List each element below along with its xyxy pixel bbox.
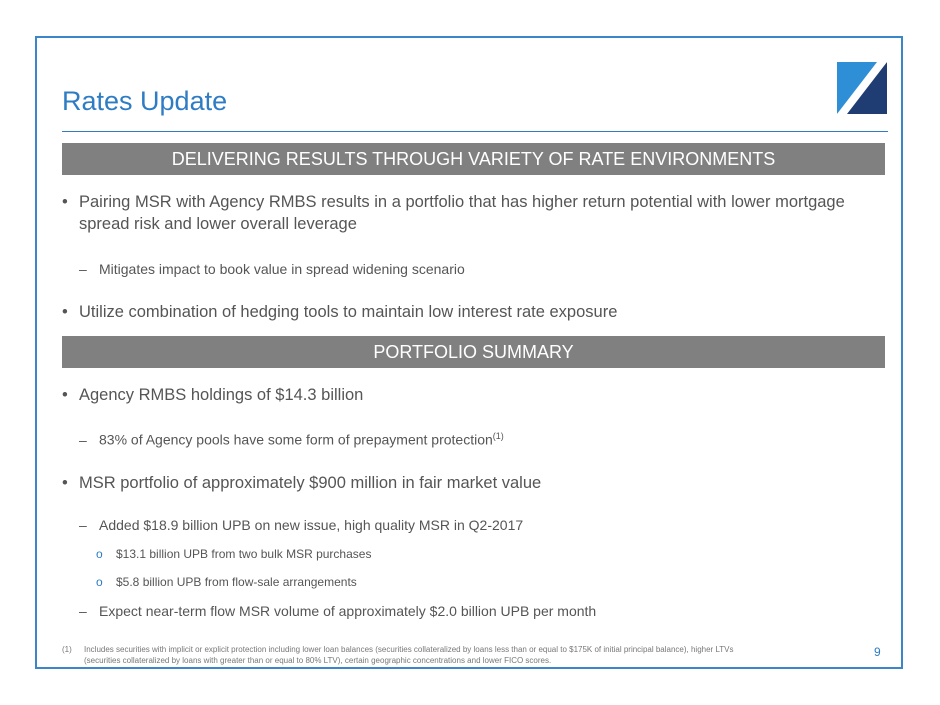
sub-bullet-text: Added $18.9 billion UPB on new issue, high quality MSR in Q2-2017 — [99, 517, 524, 533]
bullet-pairing-msr-continued: spread risk and lower overall leverage — [79, 215, 357, 233]
section-header-portfolio-summary: PORTFOLIO SUMMARY — [62, 336, 885, 368]
bullet-pairing-msr — [62, 193, 845, 212]
footnote-line-2: (securities collateralized by loans with greater than or equal to 80% LTV), certain geographic concentrations and lower FICO scores. — [84, 656, 552, 665]
bullet-text: Utilize combination of hedging tools to maintain low interest rate exposure — [79, 303, 618, 321]
bullet-symbol: • — [62, 474, 68, 492]
dash-symbol: – — [79, 517, 87, 533]
bullet-text: Agency RMBS holdings of $14.3 billion — [79, 386, 364, 404]
company-logo-icon — [837, 62, 887, 114]
title-divider — [62, 131, 888, 132]
footnote-text — [84, 644, 844, 666]
bullet-symbol: • — [62, 303, 68, 321]
footnote-reference: (1) — [492, 431, 504, 441]
bullet-hedging-tools — [62, 303, 617, 322]
sub-sub-bullet-text: $5.8 billion UPB from flow-sale arrangements — [116, 575, 357, 589]
circle-bullet-symbol: o — [96, 575, 103, 589]
bullet-msr-portfolio — [62, 474, 541, 493]
sub-bullet-text: Expect near-term flow MSR volume of approximately $2.0 billion UPB per month — [99, 603, 597, 619]
circle-bullet-symbol: o — [96, 547, 103, 561]
dash-symbol: – — [79, 261, 87, 277]
sub-bullet-text: 83% of Agency pools have some form of prepayment protection — [99, 431, 493, 448]
dash-symbol: – — [79, 431, 87, 448]
sub-bullet-prepayment-protection — [79, 431, 504, 448]
sub-sub-bullet-bulk-purchases — [96, 547, 371, 561]
sub-sub-bullet-text: $13.1 billion UPB from two bulk MSR purchases — [116, 547, 372, 561]
footnote-line-1: Includes securities with implicit or explicit protection including lower loan balances (securities collateralized by loans less than or equal to $175K of initial principal balance), higher LTVs — [84, 645, 734, 654]
sub-bullet-added-upb — [79, 517, 523, 533]
dash-symbol: – — [79, 603, 87, 619]
page-title: Rates Update — [62, 86, 228, 116]
bullet-text: MSR portfolio of approximately $900 million in fair market value — [79, 474, 542, 492]
footnote-marker: (1) — [62, 645, 72, 654]
bullet-symbol: • — [62, 193, 68, 211]
page-number: 9 — [874, 645, 881, 659]
sub-bullet-text: Mitigates impact to book value in spread widening scenario — [99, 261, 465, 277]
sub-bullet-book-value — [79, 261, 465, 277]
bullet-text: Pairing MSR with Agency RMBS results in a portfolio that has higher return potential with lower mortgage — [79, 193, 845, 211]
sub-sub-bullet-flow-sale — [96, 575, 357, 589]
bullet-agency-rmbs — [62, 386, 363, 405]
sub-bullet-flow-volume — [79, 603, 596, 619]
section-header-rate-environments: DELIVERING RESULTS THROUGH VARIETY OF RATE ENVIRONMENTS — [62, 143, 885, 175]
bullet-symbol: • — [62, 386, 68, 404]
